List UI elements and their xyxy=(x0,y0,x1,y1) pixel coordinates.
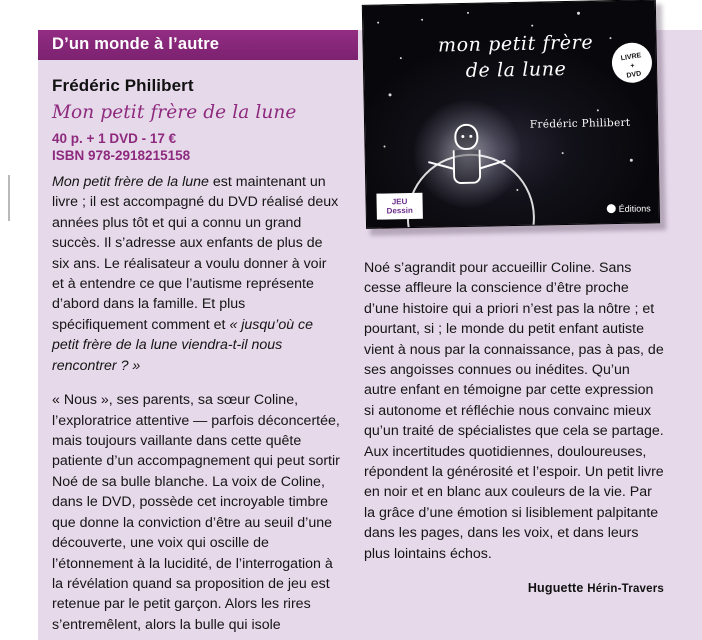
eye-icon xyxy=(461,135,464,138)
publisher-logo-editions xyxy=(607,203,651,215)
badge-line-2: + xyxy=(629,62,636,70)
publisher-logo-line-2: Dessin xyxy=(386,205,413,216)
left-white-margin xyxy=(0,0,38,640)
article-paragraph-3: Noé s’agrandit pour accueillir Coline. Sans cesse affleure la conscience d’être proche d’une histoire qui a priori n’est pas la nôtre ; et pourtant, si ; le monde du petit enfant autiste vient à nous par la connaissance, pas à pas, de ses angoisses connues ou inédites. Qu’un autre enfant en témoigne par cette expression si autonome et réfléchie nous convainc mieux qu’un traité de spécialistes que cela se partage. xyxy=(364,260,664,440)
badge-line-1: LIVRE xyxy=(620,52,642,63)
star-icon xyxy=(384,145,386,147)
article-signature xyxy=(364,578,664,599)
article-paragraph-1 xyxy=(52,172,342,376)
badge-line-3: DVD xyxy=(626,70,642,80)
star-icon xyxy=(467,12,469,14)
article-book-title: Mon petit frère de la lune xyxy=(52,102,297,123)
cover-title-line-2: de la lune xyxy=(465,57,567,82)
star-icon xyxy=(597,109,599,111)
livre-dvd-badge xyxy=(609,40,655,86)
cover-title-line-1: mon petit frère xyxy=(437,31,594,57)
star-icon xyxy=(531,25,533,27)
star-icon xyxy=(562,152,564,154)
paragraph-1-italic-lead: Mon petit frère de la lune xyxy=(52,174,209,190)
publisher-logo-jeu xyxy=(376,193,422,220)
star-icon xyxy=(377,22,379,24)
paragraph-1-italic-quote: « jusqu’où ce petit frère de la lune viendra-t-il nous rencontrer ? » xyxy=(52,316,314,374)
article-left-column xyxy=(52,76,342,640)
article-price: 40 p. + 1 DVD - 17 € xyxy=(52,131,177,146)
editions-dot-icon xyxy=(607,204,616,213)
star-icon xyxy=(389,93,392,96)
section-title: D’un monde à l’autre xyxy=(52,35,220,53)
book-cover-image xyxy=(362,0,666,237)
article-isbn: ISBN 978-2918215158 xyxy=(52,148,191,163)
article-author: Frédéric Philibert xyxy=(52,76,194,95)
star-icon xyxy=(577,12,580,15)
paragraph-1-text: est maintenant un livre ; il est accompagné du DVD réalisé deux années plus tôt et qui a connu un grand succès. Il s’adresse aux enfants de plus de six ans. Le réalisateur a voulu donner à voir et à entendre ce que l’autisme représente d’abord dans la famille. Et plus spécifiquement comment et xyxy=(52,174,339,333)
editions-label: Éditions xyxy=(618,203,651,215)
eye-icon xyxy=(469,135,472,138)
cover-title xyxy=(425,29,606,84)
article-paragraph-4: Aux incertitudes quotidiennes, douloureuses, répondent la générosité et l’espoir. Un petit livre en noir et en blanc aux couleurs de la vie. Par la grâce d’une émotion si lisiblement palpitante dans les pages, dans les voix, et dans leurs plus lointains échos. xyxy=(364,443,664,562)
publisher-logo-line-1: JEU xyxy=(391,197,408,207)
margin-tick-mark xyxy=(8,175,10,221)
star-icon xyxy=(630,159,633,162)
article-paragraph-2: « Nous », ses parents, sa sœur Coline, l’exploratrice attentive — parfois déconcertée, mais toujours vaillante dans cette quête patiente d’un accompagnement qui peut sortir Noé de sa bulle blanche. La voix de Coline, dans le DVD, possède cet incroyable timbre que donne la conviction d’être au seuil d’une découverte, une voix qui oscille de l’étonnement à la lucidité, de l’interrogation à la révélation quand sa proposition de jeu est retenue par le petit garçon. Alors les rires s’entremêlent, alors la bulle qui isole xyxy=(52,392,340,633)
article-right-column xyxy=(364,258,664,600)
star-icon xyxy=(400,57,402,59)
star-icon xyxy=(421,19,423,21)
cover-author: Frédéric Philibert xyxy=(529,116,631,131)
child-figure-head xyxy=(454,124,478,150)
child-figure-body xyxy=(453,150,482,185)
signature-first-name: Huguette xyxy=(527,581,588,596)
star-icon xyxy=(609,37,611,39)
cover-artwork xyxy=(362,0,660,229)
section-header-bar xyxy=(38,30,358,60)
signature-last-name: Hérin-Travers xyxy=(587,583,664,596)
